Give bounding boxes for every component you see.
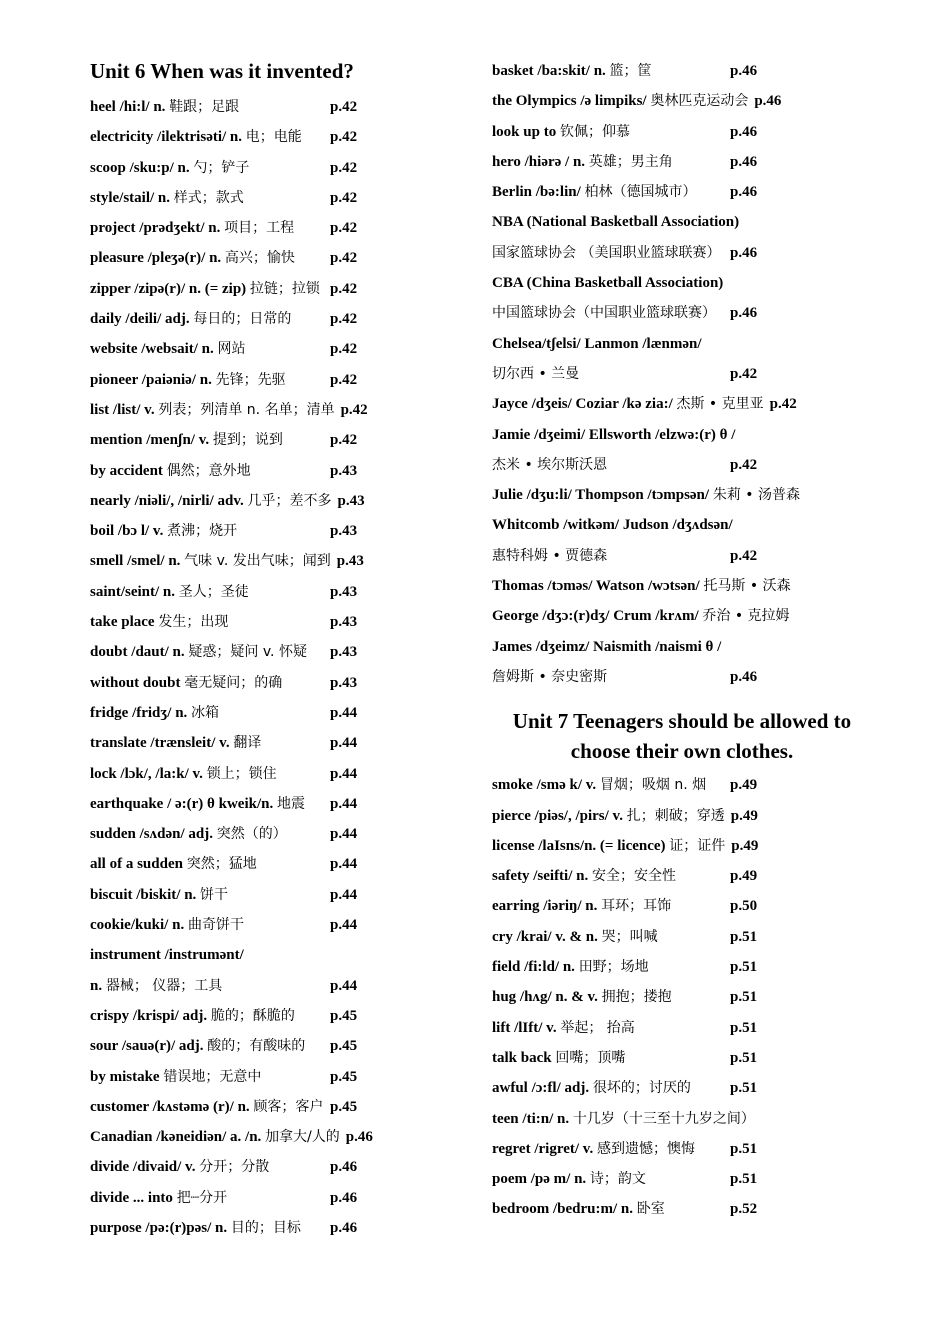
vocab-word: take place — [90, 614, 155, 631]
vocab-word: fridge /fridʒ/ n. — [90, 704, 188, 721]
page-reference: p.42 — [330, 159, 358, 176]
page-reference: p.42 — [730, 365, 758, 382]
vocab-meaning: 回嘴；顶嘴 — [555, 1049, 626, 1066]
vocab-word: earthquake / ə:(r) θ kweik/n. — [90, 795, 274, 812]
vocab-meaning: 拉链；拉锁 — [249, 280, 320, 297]
vocab-entry — [90, 304, 465, 334]
vocab-entry — [90, 759, 465, 789]
vocab-entry — [90, 546, 465, 576]
page-reference: p.51 — [730, 989, 758, 1006]
page-reference: p.51 — [730, 1140, 758, 1157]
vocab-word: heel /hi:l/ n. — [90, 99, 166, 115]
unit-7-vocab-list — [492, 770, 872, 1224]
page-reference: p.46 — [330, 1219, 358, 1236]
vocab-meaning: 国家篮球协会 （美国职业篮球联赛） — [492, 244, 721, 261]
right-column — [492, 56, 872, 1225]
unit-6-title: Unit 6 When was it invented? — [90, 59, 354, 83]
vocab-word: divide ... into — [90, 1189, 173, 1206]
unit-6-vocab-list — [90, 92, 465, 1243]
vocab-word: field /fi:ld/ n. — [492, 959, 575, 976]
vocab-entry — [492, 238, 872, 268]
vocab-meaning: 冰箱 — [191, 704, 220, 721]
vocab-word: awful /ɔ:fl/ adj. — [492, 1080, 590, 1097]
vocab-meaning: 偶然；意外地 — [166, 462, 251, 479]
page-reference: p.43 — [330, 674, 358, 691]
vocab-entry — [492, 831, 872, 861]
vocab-word: Canadian /kəneidiən/ a. /n. — [90, 1129, 262, 1146]
vocab-meaning: 乔治 • 克拉姆 — [702, 608, 790, 625]
left-column — [90, 56, 465, 1243]
vocab-meaning: 加拿大/人的 — [265, 1129, 340, 1146]
page-reference: p.42 — [730, 456, 758, 473]
vocab-meaning: 举起； 抬高 — [560, 1019, 635, 1036]
unit-7-title: Unit 7 Teenagers should be allowed to choose their own clothes. — [512, 709, 852, 764]
vocab-word: talk back — [492, 1049, 552, 1066]
vocab-meaning: 冒烟；吸烟 n. 烟 — [599, 777, 707, 794]
page-reference: p.46 — [730, 244, 758, 261]
vocab-word: Chelsea/tʃelsi/ Lanmon /lænmən/ — [492, 335, 702, 352]
vocab-word: license /laIsns/n. (= licence) — [492, 837, 666, 854]
vocab-entry — [492, 1104, 872, 1134]
page-reference: p.43 — [336, 553, 364, 570]
vocab-word: list /list/ v. — [90, 401, 155, 418]
vocab-meaning: 电；电能 — [245, 129, 302, 146]
page-reference: p.45 — [330, 1068, 358, 1085]
vocab-word: hero /hiərə / n. — [492, 153, 586, 170]
vocab-entry — [90, 668, 465, 698]
page-reference: p.46 — [330, 1189, 358, 1206]
vocab-meaning: 锁上；锁住 — [206, 765, 277, 782]
page-reference: p.44 — [330, 826, 358, 843]
vocab-meaning: 圣人；圣徒 — [178, 583, 249, 600]
vocab-word: instrument /instrumənt/ — [90, 947, 244, 964]
vocab-entry — [90, 849, 465, 879]
vocab-word: by mistake — [90, 1068, 160, 1085]
vocab-word: doubt /daut/ n. — [90, 644, 185, 661]
vocab-entry — [492, 1073, 872, 1103]
vocab-meaning: 拥抱；搂抱 — [601, 989, 672, 1006]
vocab-entry — [90, 1213, 465, 1243]
vocab-entry — [90, 486, 465, 516]
vocab-entry — [90, 183, 465, 213]
page-reference: p.50 — [730, 898, 758, 915]
page-reference: p.52 — [730, 1201, 758, 1218]
page-reference: p.51 — [730, 959, 758, 976]
vocab-entry — [492, 922, 872, 952]
vocab-entry — [90, 153, 465, 183]
page-reference: p.51 — [730, 1019, 758, 1036]
vocab-entry — [492, 601, 872, 631]
vocab-meaning: 杰米 • 埃尔斯沃恩 — [492, 456, 608, 473]
vocab-entry — [492, 861, 872, 891]
vocab-entry — [492, 982, 872, 1012]
vocab-meaning: 煮沸；烧开 — [167, 523, 238, 540]
vocab-entry — [90, 1152, 465, 1182]
page-reference: p.42 — [330, 99, 358, 115]
page-reference: p.45 — [330, 1038, 358, 1055]
vocab-word: Jamie /dʒeimi/ Ellsworth /elzwə:(r) θ / — [492, 426, 736, 443]
vocab-entry — [492, 177, 872, 207]
vocab-word: cookie/kuki/ n. — [90, 917, 185, 934]
vocab-entry — [90, 1183, 465, 1213]
vocab-word: bedroom /bedru:m/ n. — [492, 1201, 633, 1218]
vocab-entry — [90, 1001, 465, 1031]
page-reference: p.43 — [330, 614, 358, 631]
page-reference: p.42 — [330, 311, 358, 328]
page-reference: p.46 — [345, 1129, 373, 1146]
unit-6-vocab-list-continued — [492, 56, 872, 692]
vocab-word: James /dʒeimz/ Naismith /naismi θ / — [492, 638, 722, 655]
page-reference: p.42 — [330, 280, 358, 297]
page-reference: p.43 — [330, 583, 358, 600]
page-reference: p.44 — [330, 735, 358, 752]
vocab-word: sudden /sʌdən/ adj. — [90, 826, 213, 843]
vocab-entry — [492, 662, 872, 692]
vocab-word: teen /ti:n/ n. — [492, 1110, 570, 1127]
vocab-entry — [90, 819, 465, 849]
vocab-entry — [492, 480, 872, 510]
vocab-meaning: 先锋；先驱 — [215, 371, 286, 388]
vocab-meaning: 田野；场地 — [578, 959, 649, 976]
vocab-meaning: 英雄；男主角 — [588, 153, 673, 170]
vocab-entry — [492, 1194, 872, 1224]
vocab-word: cry /krai/ v. & n. — [492, 928, 598, 945]
vocab-meaning: 把┈分开 — [176, 1189, 228, 1206]
vocab-meaning: 地震 — [277, 795, 305, 812]
page-reference: p.46 — [754, 93, 782, 110]
vocab-meaning: 哭；叫喊 — [601, 928, 658, 945]
vocab-meaning: 项目；工程 — [224, 220, 295, 237]
vocab-word: smoke /smə k/ v. — [492, 777, 597, 794]
vocab-entry — [90, 789, 465, 819]
vocab-word: Whitcomb /witkəm/ Judson /dʒʌdsən/ — [492, 517, 733, 534]
vocab-entry — [492, 510, 872, 540]
page-reference: p.46 — [730, 668, 758, 685]
vocab-entry — [90, 637, 465, 667]
vocab-word: website /websait/ n. — [90, 341, 214, 358]
vocab-entry — [90, 213, 465, 243]
vocab-meaning: 篮；筐 — [609, 63, 652, 79]
vocab-entry — [492, 571, 872, 601]
page-reference: p.44 — [330, 886, 358, 903]
page-reference: p.44 — [330, 704, 358, 721]
vocab-meaning: 疑惑；疑问 v. 怀疑 — [188, 644, 307, 661]
vocab-meaning: 曲奇饼干 — [187, 917, 244, 934]
page-reference: p.43 — [337, 492, 365, 509]
vocab-word: George /dʒɔ:(r)dʒ/ Crum /krʌm/ — [492, 608, 699, 625]
vocab-entry — [90, 92, 465, 122]
vocab-meaning: 突然；猛地 — [186, 856, 257, 873]
vocab-entry — [90, 728, 465, 758]
vocab-entry — [90, 880, 465, 910]
vocab-word: customer /kʌstəmə (r)/ n. — [90, 1098, 250, 1115]
vocab-word: zipper /zipə(r)/ n. (= zip) — [90, 280, 247, 297]
page-reference: p.44 — [330, 856, 358, 873]
page-reference: p.51 — [730, 1080, 758, 1097]
vocab-meaning: 切尔西 • 兰曼 — [492, 365, 580, 382]
vocab-meaning: 网站 — [217, 341, 246, 358]
vocab-entry — [492, 147, 872, 177]
vocab-entry — [492, 541, 872, 571]
vocab-entry — [90, 334, 465, 364]
vocab-meaning: 朱莉 • 汤普森 — [712, 487, 800, 504]
vocab-entry — [90, 365, 465, 395]
page-reference: p.46 — [730, 184, 758, 201]
vocab-word: Thomas /tɔməs/ Watson /wɔtsən/ — [492, 578, 700, 595]
vocab-meaning: 十几岁（十三至十九岁之间） — [572, 1110, 755, 1127]
vocab-word: lock /lɔk/, /la:k/ v. — [90, 765, 203, 782]
vocab-entry — [492, 359, 872, 389]
vocab-entry — [90, 456, 465, 486]
vocab-meaning: 分开；分散 — [199, 1159, 270, 1176]
vocab-meaning: 证；证件 — [669, 837, 726, 854]
page-reference: p.44 — [330, 977, 358, 994]
vocab-word: CBA (China Basketball Association) — [492, 275, 724, 292]
vocab-entry — [90, 1062, 465, 1092]
vocab-entry — [90, 698, 465, 728]
page-reference: p.49 — [730, 777, 758, 794]
page-reference: p.43 — [330, 462, 358, 479]
vocab-entry — [90, 243, 465, 273]
page-reference: p.45 — [330, 1098, 358, 1115]
page-reference: p.42 — [340, 401, 368, 418]
vocab-word: pleasure /pleʒə(r)/ n. — [90, 250, 222, 267]
vocab-entry — [492, 420, 872, 450]
page-reference: p.43 — [330, 523, 358, 540]
vocab-entry — [492, 1013, 872, 1043]
vocab-word: scoop /sku:p/ n. — [90, 159, 190, 176]
vocab-entry — [90, 910, 465, 940]
vocab-entry — [90, 274, 465, 304]
vocab-meaning: 中国篮球协会（中国职业篮球联赛） — [492, 305, 716, 322]
vocab-word: basket /ba:skit/ n. — [492, 63, 606, 79]
vocab-word: safety /seifti/ n. — [492, 868, 589, 885]
vocab-meaning: 列表；列清单 n. 名单；清单 — [158, 401, 335, 418]
vocab-meaning: 目的；目标 — [230, 1219, 301, 1236]
vocab-meaning: 杰斯 • 克里亚 — [676, 396, 764, 413]
vocab-meaning: 钦佩；仰慕 — [559, 123, 630, 140]
page-reference: p.51 — [730, 928, 758, 945]
vocab-meaning: 安全；安全性 — [591, 868, 676, 885]
vocab-word: Jayce /dʒeis/ Coziar /kə zia:/ — [492, 396, 673, 413]
vocab-word: boil /bɔ l/ v. — [90, 523, 164, 540]
page-reference: p.46 — [730, 153, 758, 170]
vocab-entry — [90, 516, 465, 546]
page-reference: p.44 — [330, 795, 358, 812]
page-reference: p.42 — [330, 189, 358, 206]
vocab-word: purpose /pə:(r)pəs/ n. — [90, 1219, 228, 1236]
vocab-word: saint/seint/ n. — [90, 583, 176, 600]
page-reference: p.42 — [330, 371, 358, 388]
page-reference: p.49 — [730, 868, 758, 885]
page-reference: p.44 — [330, 917, 358, 934]
vocab-meaning: 顾客；客户 — [253, 1098, 324, 1115]
vocab-entry — [492, 298, 872, 328]
vocab-meaning: 卧室 — [636, 1201, 665, 1218]
vocab-entry — [492, 207, 872, 237]
vocab-entry — [90, 940, 465, 970]
page-reference: p.51 — [730, 1171, 758, 1188]
page-reference: p.42 — [330, 220, 358, 237]
vocab-word: hug /hʌg/ n. & v. — [492, 989, 598, 1006]
page-reference: p.51 — [730, 1049, 758, 1066]
page-reference: p.42 — [730, 547, 758, 564]
vocab-meaning: 惠特科姆 • 贾德森 — [492, 547, 608, 564]
vocab-word: crispy /krispi/ adj. — [90, 1007, 208, 1024]
page-reference: p.46 — [730, 63, 758, 79]
vocab-meaning: 托马斯 • 沃森 — [703, 578, 791, 595]
page-reference: p.46 — [330, 1159, 358, 1176]
vocab-entry — [492, 770, 872, 800]
vocab-entry — [492, 632, 872, 662]
vocab-meaning: 感到遗憾；懊悔 — [596, 1140, 695, 1157]
vocab-entry — [90, 1092, 465, 1122]
vocab-meaning: 扎；刺破；穿透 — [626, 807, 725, 824]
vocab-word: earring /iəriŋ/ n. — [492, 898, 598, 915]
vocab-entry — [492, 801, 872, 831]
vocab-meaning: 詹姆斯 • 奈史密斯 — [492, 668, 608, 685]
vocab-meaning: 勺；铲子 — [193, 159, 250, 176]
page-reference: p.42 — [769, 396, 797, 413]
vocab-entry — [492, 117, 872, 147]
vocab-entry — [90, 425, 465, 455]
vocab-meaning: 几乎；差不多 — [247, 492, 332, 509]
vocab-entry — [492, 268, 872, 298]
page-reference: p.43 — [330, 644, 358, 661]
vocab-meaning: 饼干 — [200, 886, 229, 903]
vocab-word: Julie /dʒu:li/ Thompson /tɔmpsən/ — [492, 487, 710, 504]
vocab-meaning: 突然（的） — [216, 826, 287, 843]
vocab-word: poem /pə m/ n. — [492, 1171, 587, 1188]
vocab-entry — [492, 389, 872, 419]
vocab-meaning: 耳环；耳饰 — [601, 898, 672, 915]
vocab-entry — [492, 1134, 872, 1164]
vocab-entry — [90, 1122, 465, 1152]
vocab-word: lift /lIft/ v. — [492, 1019, 557, 1036]
vocab-meaning: 器械； 仪器；工具 — [105, 977, 223, 994]
vocab-word: divide /divaid/ v. — [90, 1159, 196, 1176]
page-reference: p.42 — [330, 341, 358, 358]
vocab-meaning: 高兴；愉快 — [224, 250, 295, 267]
vocab-entry — [90, 1031, 465, 1061]
vocab-word: NBA (National Basketball Association) — [492, 214, 740, 231]
vocab-meaning: 很坏的；讨厌的 — [592, 1080, 691, 1097]
vocab-entry — [90, 971, 465, 1001]
vocab-entry — [90, 122, 465, 152]
page-reference: p.45 — [330, 1007, 358, 1024]
vocab-meaning: 发生；出现 — [158, 614, 229, 631]
vocab-meaning: 脆的；酥脆的 — [210, 1007, 295, 1024]
vocab-word: project /prədʒekt/ n. — [90, 220, 221, 237]
vocab-entry — [90, 395, 465, 425]
vocab-word: by accident — [90, 462, 163, 479]
vocab-word: biscuit /biskit/ n. — [90, 886, 197, 903]
vocab-entry — [492, 56, 872, 86]
vocab-entry — [492, 450, 872, 480]
vocab-word: sour /sauə(r)/ adj. — [90, 1038, 204, 1055]
vocab-word: without doubt — [90, 674, 181, 691]
vocab-meaning: 奥林匹克运动会 — [650, 93, 749, 110]
page-reference: p.42 — [330, 250, 358, 267]
vocab-meaning: 错误地；无意中 — [163, 1068, 262, 1085]
vocab-meaning: 毫无疑问；的确 — [184, 674, 283, 691]
page-reference: p.46 — [730, 123, 758, 140]
section-gap — [492, 692, 872, 706]
vocab-word: electricity /ilektrisəti/ n. — [90, 129, 243, 146]
vocab-word: style/stail/ n. — [90, 189, 171, 206]
vocab-meaning: 每日的；日常的 — [193, 311, 292, 328]
page-reference: p.49 — [730, 807, 758, 824]
vocab-entry — [492, 891, 872, 921]
vocab-word: all of a sudden — [90, 856, 183, 873]
vocab-meaning: 气味 v. 发出气味；闻到 — [184, 553, 331, 570]
vocab-meaning: 柏林（德国城市） — [584, 184, 697, 201]
vocab-word: regret /rigret/ v. — [492, 1140, 594, 1157]
vocab-word: look up to — [492, 123, 557, 140]
page-reference: p.49 — [731, 837, 759, 854]
vocab-word: nearly /niəli/, /nirli/ adv. — [90, 492, 244, 509]
page-reference: p.42 — [330, 129, 358, 146]
page-reference: p.46 — [730, 305, 758, 322]
vocab-meaning: 翻译 — [233, 735, 262, 752]
vocab-word: the Olympics /ə limpiks/ — [492, 93, 647, 110]
vocab-word: daily /deili/ adj. — [90, 311, 190, 328]
vocab-entry — [492, 952, 872, 982]
vocab-meaning: 样式；款式 — [173, 189, 244, 206]
vocab-meaning: 酸的；有酸味的 — [207, 1038, 306, 1055]
vocab-word: mention /menʃn/ v. — [90, 432, 210, 449]
vocab-entry — [492, 329, 872, 359]
vocab-entry — [492, 1043, 872, 1073]
vocab-entry — [90, 607, 465, 637]
vocab-word: pioneer /paiəniə/ n. — [90, 371, 212, 388]
page-reference: p.42 — [330, 432, 358, 449]
vocab-entry — [492, 86, 872, 116]
vocab-entry — [492, 1164, 872, 1194]
vocab-meaning: 鞋跟；足跟 — [169, 99, 240, 115]
vocab-word: smell /smel/ n. — [90, 553, 181, 570]
vocab-word: n. — [90, 977, 103, 994]
vocab-meaning: 提到；说到 — [212, 432, 283, 449]
vocab-word: Berlin /bə:lin/ — [492, 184, 581, 201]
vocab-meaning: 诗；韵文 — [589, 1171, 646, 1188]
vocab-entry — [90, 577, 465, 607]
page-reference: p.44 — [330, 765, 358, 782]
vocab-word: pierce /piəs/, /pirs/ v. — [492, 807, 623, 824]
vocab-word: translate /trænsleit/ v. — [90, 735, 230, 752]
